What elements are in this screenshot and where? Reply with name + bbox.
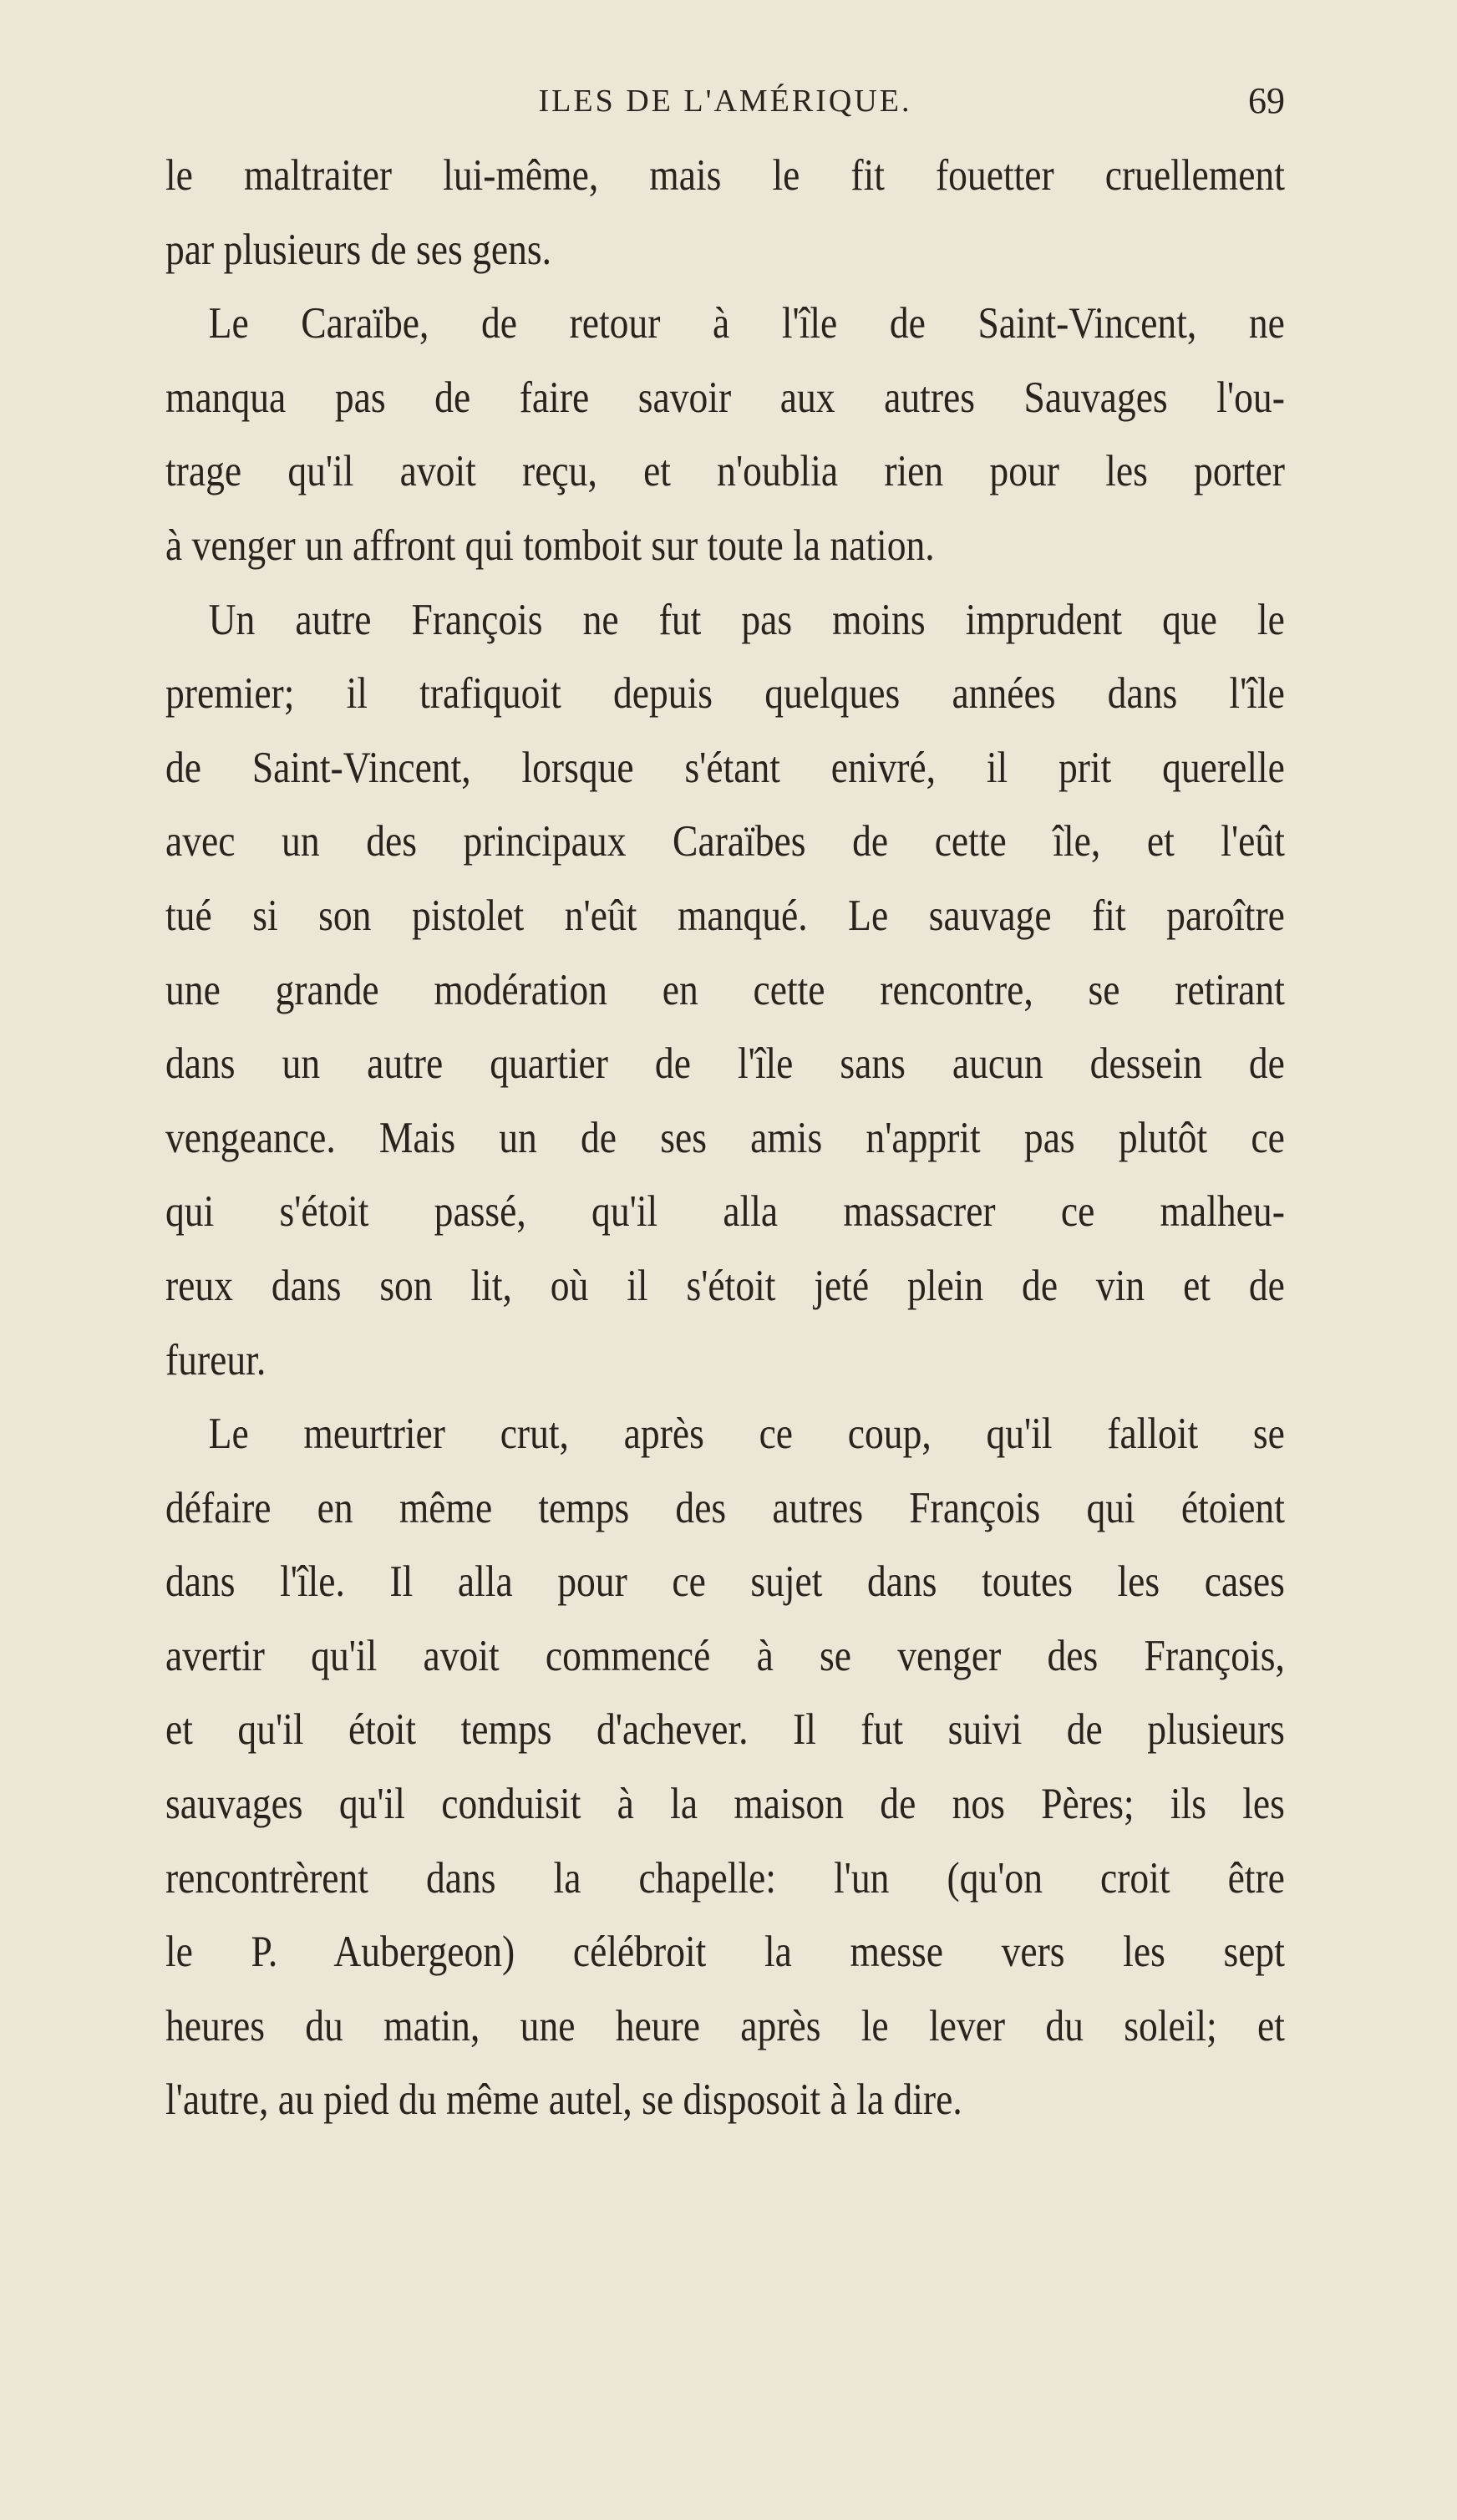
text-line: trage qu'il avoit reçu, et n'oublia rien pour les porter [165,447,1285,496]
text-line: Un autre François ne fut pas moins imprudent que le [208,595,1285,644]
page-number: 69 [1248,80,1285,121]
text-line: Le Caraïbe, de retour à l'île de Saint-Vincent, ne [208,299,1285,348]
text-line: premier; il trafiquoit depuis quelques années dans l'île [165,669,1285,719]
text-line: Le meurtrier crut, après ce coup, qu'il falloit se [208,1410,1285,1459]
text-line: dans l'île. Il alla pour ce sujet dans toutes les cases [165,1557,1285,1607]
text-line: l'autre, au pied du même autel, se disposoit à la dire. [165,2075,962,2125]
body-text [165,139,1285,2137]
text-line: de Saint-Vincent, lorsque s'étant enivré, il prit querelle [165,743,1285,792]
text-line: reux dans son lit, où il s'étoit jeté plein de vin et de [165,1261,1285,1310]
text-line: heures du matin, une heure après le lever du soleil; et [165,2001,1285,2050]
running-head [165,72,1285,130]
text-line: rencontrèrent dans la chapelle: l'un (qu'on croit être [165,1853,1285,1903]
text-line: vengeance. Mais un de ses amis n'apprit pas plutôt ce [165,1113,1285,1162]
text-line: et qu'il étoit temps d'achever. Il fut suivi de plusieurs [165,1705,1285,1755]
text-line: avertir qu'il avoit commencé à se venger des François, [165,1631,1285,1680]
text-line: dans un autre quartier de l'île sans aucun dessein de [165,1039,1285,1089]
text-line: tué si son pistolet n'eût manqué. Le sauvage fit paroître [165,891,1285,940]
text-line: à venger un affront qui tomboit sur toute la nation. [165,521,935,570]
text-line: sauvages qu'il conduisit à la maison de nos Pères; ils les [165,1780,1285,1829]
text-line: une grande modération en cette rencontre, se retirant [165,965,1285,1014]
text-line: fureur. [165,1335,267,1384]
text-line: qui s'étoit passé, qu'il alla massacrer ce malheu- [165,1187,1285,1237]
running-title: ILES DE L'AMÉRIQUE. [538,84,912,119]
text-line: par plusieurs de ses gens. [165,225,552,274]
text-line: le P. Aubergeon) célébroit la messe vers les sept [165,1928,1285,1977]
text-line: défaire en même temps des autres François qui étoient [165,1483,1285,1532]
text-line: avec un des principaux Caraïbes de cette île, et l'eût [165,817,1285,866]
text-line: le maltraiter lui-même, mais le fit fouetter cruellement [165,151,1285,200]
text-line: manqua pas de faire savoir aux autres Sauvages l'ou- [165,373,1285,422]
